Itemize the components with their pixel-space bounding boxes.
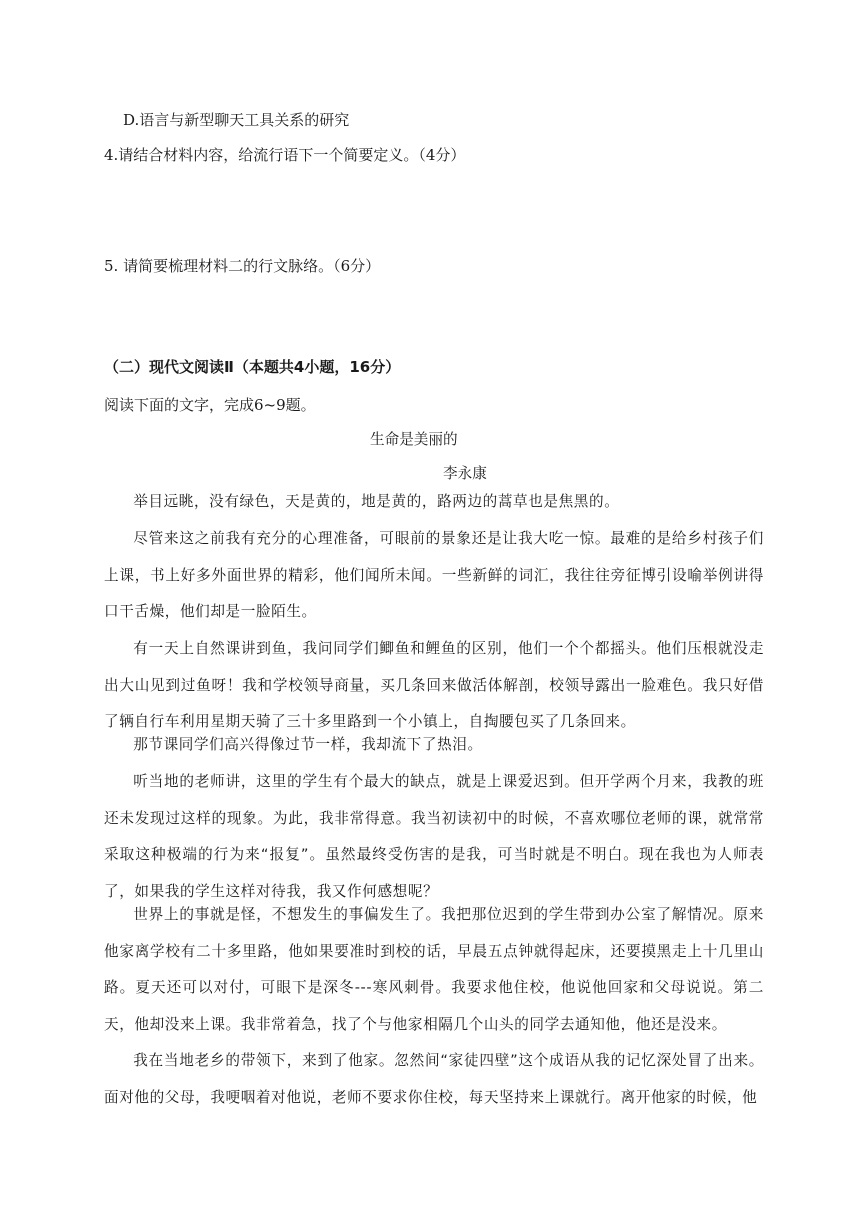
article-paragraph: 世界上的事就是怪，不想发生的事偏发生了。我把那位迟到的学生带到办公室了解情况。原来他家离学校有二十多里路，他如果要准时到校的话，早晨五点钟就得起床，还要摸黑走上十几里山路。夏天还可以对付，可眼下是深冬---寒风刺骨。我要求他住校，他说他回家和父母说说。第二天，他却没来上课。我非常着急，找了个与他家相隔几个山头的同学去通知他，他还是没来。 — [104, 906, 764, 1033]
section-instruction: 阅读下面的文字，完成6~9题。 — [104, 396, 316, 414]
article-paragraph: 有一天上自然课讲到鱼，我问同学们鲫鱼和鲤鱼的区别，他们一个个都摇头。他们压根就没走出大山见到过鱼呀！我和学校领导商量，买几条回来做活体解剖，校领导露出一脸难色。我只好借了辆自行车利用星期天骑了三十多里路到一个小镇上，自掏腰包买了几条回来。 — [104, 640, 764, 730]
article-paragraph: 举目远眺，没有绿色，天是黄的，地是黄的，路两边的蒿草也是焦黑的。 — [133, 493, 620, 510]
article-title: 生命是美丽的 — [370, 431, 458, 448]
article-paragraph: 那节课同学们高兴得像过节一样，我却流下了热泪。 — [133, 736, 483, 753]
question-4: 4.请结合材料内容，给流行语下一个简要定义。（4分） — [104, 146, 466, 164]
question-5: 5. 请简要梳理材料二的行文脉络。（6分） — [104, 257, 381, 275]
article-paragraph: 我在当地老乡的带领下，来到了他家。忽然间“家徒四壁”这个成语从我的记忆深处冒了出来。面对他的父母，我哽咽着对他说，老师不要求你住校，每天坚持来上课就行。离开他家的时候，他 — [104, 1052, 764, 1106]
article-paragraph: 尽管来这之前我有充分的心理准备，可眼前的景象还是让我大吃一惊。最难的是给乡村孩子们上课，书上好多外面世界的精彩，他们闻所未闻。一些新鲜的词汇，我往往旁征博引设喻举例讲得口干舌燥，他们却是一脸陌生。 — [104, 530, 764, 620]
article-paragraph: 听当地的老师讲，这里的学生有个最大的缺点，就是上课爱迟到。但开学两个月来，我教的班还未发现过这样的现象。为此，我非常得意。我当初读初中的时候，不喜欢哪位老师的课，就常常采取这种极端的行为来“报复”。虽然最终受伤害的是我，可当时就是不明白。现在我也为人师表了，如果我的学生这样对待我，我又作何感想呢？ — [104, 773, 764, 900]
question-option-d: D.语言与新型聊天工具关系的研究 — [123, 111, 350, 129]
section-heading: （二）现代文阅读Ⅱ（本题共4小题，16分） — [104, 358, 401, 376]
article-author: 李永康 — [443, 465, 487, 482]
